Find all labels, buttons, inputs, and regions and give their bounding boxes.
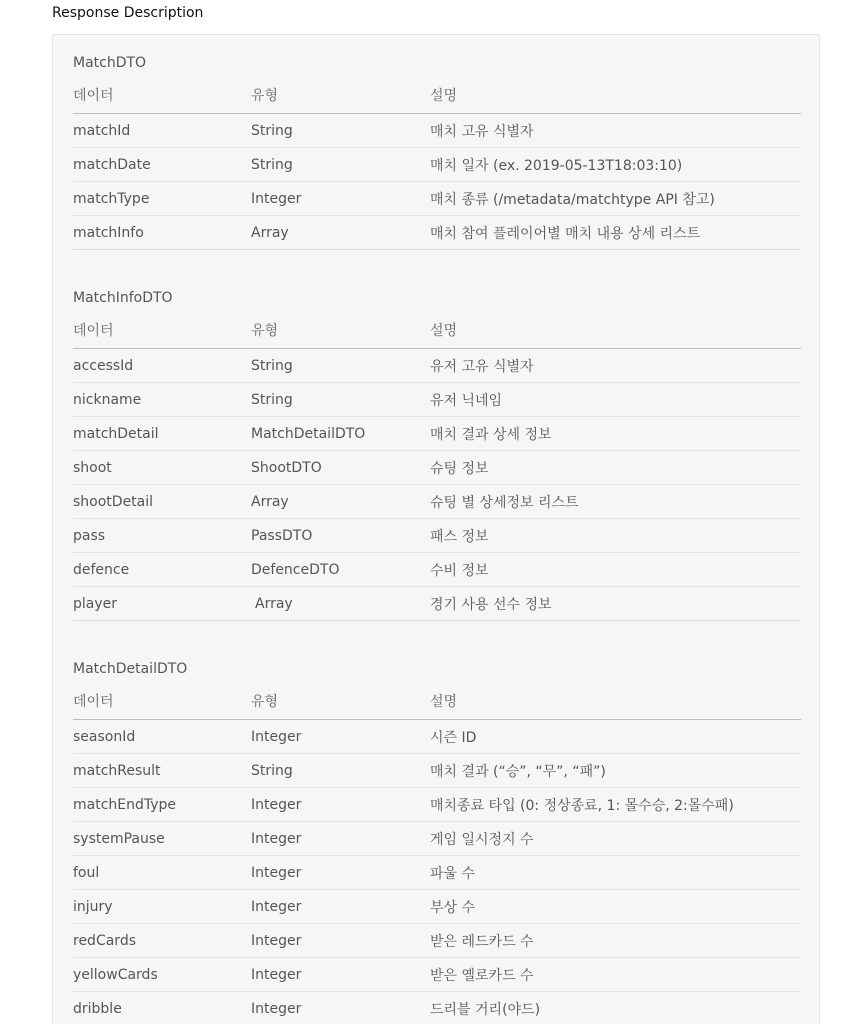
field-type-cell: PassDTO — [251, 519, 430, 553]
field-name-cell: seasonId — [73, 720, 251, 754]
table-row — [73, 182, 801, 216]
field-description-cell: 수비 정보 — [430, 553, 801, 587]
table-row — [73, 720, 801, 754]
field-description-cell: 슈팅 별 상세정보 리스트 — [430, 485, 801, 519]
section-spacer — [73, 250, 801, 270]
field-name-cell: yellowCards — [73, 958, 251, 992]
table-row — [73, 788, 801, 822]
table-row — [73, 924, 801, 958]
field-name-cell: matchDetail — [73, 417, 251, 451]
field-type-cell: String — [251, 754, 430, 788]
dto-section-title: MatchInfoDTO — [73, 290, 173, 306]
field-type-cell: String — [251, 148, 430, 182]
field-type-cell: Array — [251, 587, 430, 621]
field-description-cell: 패스 정보 — [430, 519, 801, 553]
field-type-cell: Integer — [251, 856, 430, 890]
dto-section — [73, 49, 801, 270]
field-name-cell: systemPause — [73, 822, 251, 856]
field-description-cell: 파울 수 — [430, 856, 801, 890]
column-header-data: 데이터 — [73, 77, 251, 114]
field-type-cell: String — [251, 114, 430, 148]
table-header-row — [73, 312, 801, 349]
table-row — [73, 148, 801, 182]
dto-table — [73, 77, 801, 250]
field-name-cell: nickname — [73, 383, 251, 417]
table-row — [73, 958, 801, 992]
column-header-type: 유형 — [251, 312, 430, 349]
column-header-description: 설명 — [430, 312, 801, 349]
field-type-cell: Integer — [251, 924, 430, 958]
table-row — [73, 587, 801, 621]
table-row — [73, 553, 801, 587]
field-description-cell: 시즌 ID — [430, 720, 801, 754]
field-description-cell: 매치 결과 (“승”, “무”, “패”) — [430, 754, 801, 788]
field-type-cell: Integer — [251, 890, 430, 924]
column-header-type: 유형 — [251, 683, 430, 720]
response-description-heading: Response Description — [52, 5, 204, 21]
field-description-cell: 매치 고유 식별자 — [430, 114, 801, 148]
field-name-cell: foul — [73, 856, 251, 890]
field-name-cell: pass — [73, 519, 251, 553]
field-name-cell: redCards — [73, 924, 251, 958]
field-description-cell: 받은 옐로카드 수 — [430, 958, 801, 992]
field-description-cell: 매치 일자 (ex. 2019-05-13T18:03:10) — [430, 148, 801, 182]
field-type-cell: Integer — [251, 788, 430, 822]
table-row — [73, 856, 801, 890]
field-description-cell: 매치 참여 플레이어별 매치 내용 상세 리스트 — [430, 216, 801, 250]
field-description-cell: 받은 레드카드 수 — [430, 924, 801, 958]
dto-section-title: MatchDetailDTO — [73, 661, 188, 677]
field-name-cell: matchEndType — [73, 788, 251, 822]
field-type-cell: Integer — [251, 822, 430, 856]
field-name-cell: player — [73, 587, 251, 621]
table-row — [73, 754, 801, 788]
field-name-cell: matchType — [73, 182, 251, 216]
column-header-description: 설명 — [430, 77, 801, 114]
field-type-cell: Array — [251, 216, 430, 250]
dto-section-title: MatchDTO — [73, 55, 147, 71]
table-row — [73, 216, 801, 250]
dto-section — [73, 655, 801, 1024]
column-header-data: 데이터 — [73, 683, 251, 720]
field-description-cell: 경기 사용 선수 정보 — [430, 587, 801, 621]
field-description-cell: 유저 고유 식별자 — [430, 349, 801, 383]
field-type-cell: DefenceDTO — [251, 553, 430, 587]
field-name-cell: injury — [73, 890, 251, 924]
table-header-row — [73, 77, 801, 114]
field-name-cell: shootDetail — [73, 485, 251, 519]
field-type-cell: Array — [251, 485, 430, 519]
table-row — [73, 890, 801, 924]
field-name-cell: matchId — [73, 114, 251, 148]
table-row — [73, 383, 801, 417]
dto-table — [73, 683, 801, 1024]
field-name-cell: defence — [73, 553, 251, 587]
field-description-cell: 매치 종류 (/metadata/matchtype API 참고) — [430, 182, 801, 216]
table-row — [73, 992, 801, 1024]
field-type-cell: String — [251, 383, 430, 417]
field-description-cell: 게임 일시정지 수 — [430, 822, 801, 856]
field-type-cell: Integer — [251, 958, 430, 992]
field-name-cell: dribble — [73, 992, 251, 1024]
dto-table — [73, 312, 801, 621]
table-row — [73, 451, 801, 485]
field-description-cell: 매치 결과 상세 정보 — [430, 417, 801, 451]
field-type-cell: Integer — [251, 182, 430, 216]
column-header-data: 데이터 — [73, 312, 251, 349]
field-name-cell: matchInfo — [73, 216, 251, 250]
table-row — [73, 114, 801, 148]
field-name-cell: accessId — [73, 349, 251, 383]
field-type-cell: Integer — [251, 720, 430, 754]
field-type-cell: MatchDetailDTO — [251, 417, 430, 451]
dto-section — [73, 284, 801, 641]
field-description-cell: 매치종료 타입 (0: 정상종료, 1: 몰수승, 2:몰수패) — [430, 788, 801, 822]
field-description-cell: 유저 닉네임 — [430, 383, 801, 417]
table-row — [73, 822, 801, 856]
field-name-cell: shoot — [73, 451, 251, 485]
field-type-cell: String — [251, 349, 430, 383]
field-type-cell: ShootDTO — [251, 451, 430, 485]
field-description-cell: 부상 수 — [430, 890, 801, 924]
field-name-cell: matchResult — [73, 754, 251, 788]
column-header-type: 유형 — [251, 77, 430, 114]
field-type-cell: Integer — [251, 992, 430, 1024]
section-spacer — [73, 621, 801, 641]
column-header-description: 설명 — [430, 683, 801, 720]
panel-inner — [73, 35, 801, 1024]
table-row — [73, 519, 801, 553]
response-panel — [52, 34, 820, 1024]
field-name-cell: matchDate — [73, 148, 251, 182]
table-row — [73, 485, 801, 519]
table-row — [73, 349, 801, 383]
field-description-cell: 드리블 거리(야드) — [430, 992, 801, 1024]
table-row — [73, 417, 801, 451]
table-header-row — [73, 683, 801, 720]
field-description-cell: 슈팅 정보 — [430, 451, 801, 485]
